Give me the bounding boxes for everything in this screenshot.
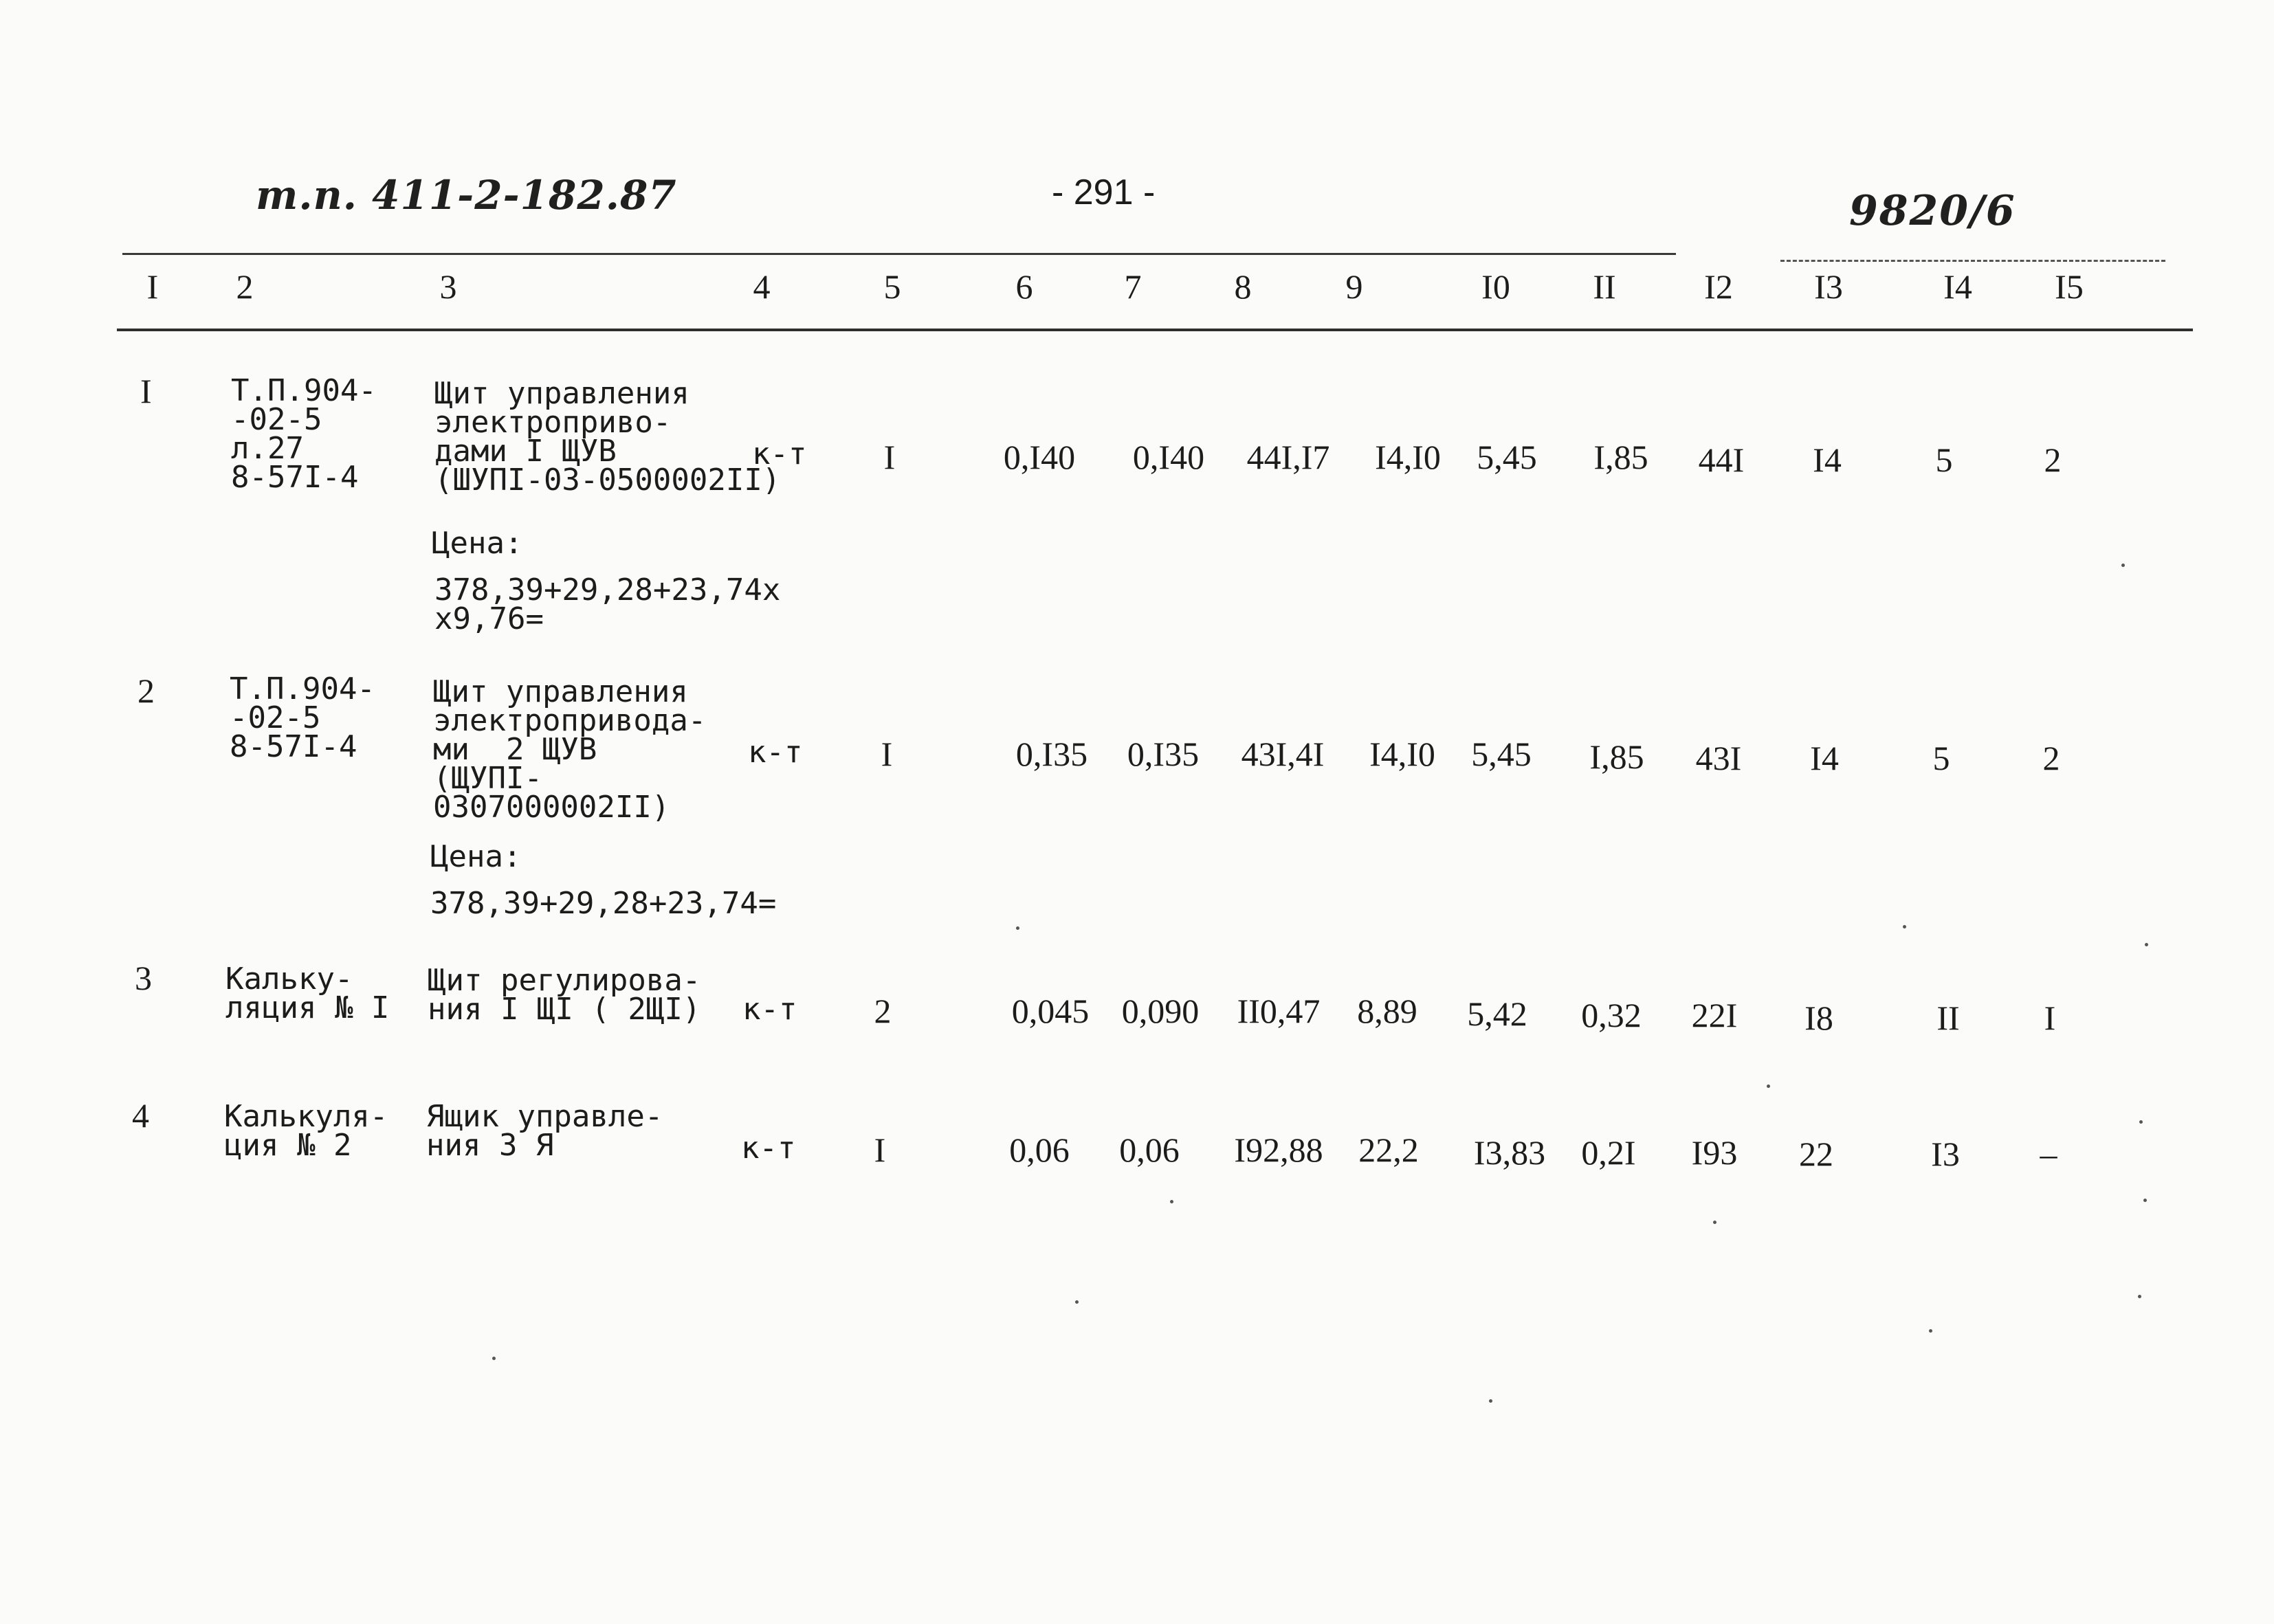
- row-item-name: Щит управления электроприво- дами I ЩУВ (ШУПI-03-0500002II): [434, 376, 781, 498]
- column-header-5: 5: [883, 267, 901, 306]
- scan-speck: [1170, 1200, 1173, 1203]
- row-item-name: Щит регулирова- ния I ЩI ( 2ЩI): [428, 963, 701, 1027]
- row-number: 3: [135, 959, 152, 997]
- row-quantity: I: [874, 1131, 886, 1169]
- row-col-14: 5: [1935, 441, 1953, 479]
- row-price-label: Цена:: [430, 839, 522, 874]
- archive-number: 9820/6: [1849, 187, 2016, 235]
- row-unit: к-т: [741, 1131, 796, 1166]
- column-header-10: I0: [1481, 267, 1510, 306]
- row-col-7: 0,090: [1121, 992, 1200, 1030]
- row-col-10: 5,45: [1471, 735, 1532, 773]
- header-rule-top-right: [1780, 260, 2165, 262]
- row-price-label: Цена:: [432, 526, 523, 561]
- column-header-7: 7: [1124, 267, 1142, 306]
- row-col-10: 5,45: [1477, 438, 1537, 476]
- row-col-6: 0,045: [1011, 992, 1090, 1030]
- scan-speck: [1016, 926, 1019, 930]
- scan-speck: [2145, 943, 2148, 946]
- row-number: 2: [137, 671, 155, 710]
- row-col-14: I3: [1931, 1135, 1960, 1173]
- row-col-14: II: [1936, 999, 1960, 1037]
- row-col-12: 22I: [1691, 996, 1738, 1034]
- row-col-11: I,85: [1593, 438, 1648, 476]
- row-col-13: I4: [1810, 739, 1839, 777]
- document-reference: т.п. 411-2-182.87: [256, 172, 677, 219]
- row-price-formula: 378,39+29,28+23,74=: [430, 886, 777, 921]
- row-col-15: 2: [2042, 739, 2060, 777]
- column-header-8: 8: [1234, 267, 1252, 306]
- row-col-8: 43I,4I: [1241, 735, 1325, 773]
- scan-speck: [1075, 1300, 1079, 1304]
- column-header-4: 4: [753, 267, 771, 306]
- row-unit: к-т: [752, 436, 807, 471]
- row-quantity: 2: [874, 992, 892, 1030]
- row-col-12: I93: [1691, 1133, 1738, 1172]
- scan-speck: [2121, 564, 2125, 567]
- scan-speck: [492, 1357, 496, 1360]
- row-col-11: 0,2I: [1581, 1133, 1636, 1172]
- row-col-13: 22: [1799, 1135, 1833, 1173]
- row-col-11: I,85: [1589, 737, 1644, 776]
- row-reference: Кальку- ляция № I: [225, 961, 390, 1025]
- row-col-12: 44I: [1698, 441, 1745, 479]
- row-col-8: 44I,I7: [1246, 438, 1330, 476]
- column-header-15: I5: [2055, 267, 2084, 306]
- scan-speck: [2138, 1295, 2141, 1298]
- column-header-2: 2: [236, 267, 254, 306]
- row-item-name: Ящик управле- ния 3 Я: [426, 1099, 663, 1163]
- scan-speck: [1929, 1329, 1932, 1333]
- row-col-9: 8,89: [1357, 992, 1417, 1030]
- scan-speck: [1489, 1399, 1492, 1403]
- row-col-15: 2: [2044, 441, 2062, 479]
- row-col-14: 5: [1932, 739, 1950, 777]
- row-unit: к-т: [742, 992, 797, 1027]
- page-number: - 291 -: [1052, 173, 1156, 212]
- column-header-12: I2: [1704, 267, 1733, 306]
- column-header-13: I3: [1814, 267, 1843, 306]
- header-rule-top: [122, 253, 1676, 255]
- row-col-6: 0,I40: [1003, 438, 1076, 476]
- column-header-11: II: [1593, 267, 1616, 306]
- row-col-9: 22,2: [1358, 1131, 1419, 1169]
- row-quantity: I: [883, 438, 896, 476]
- row-col-10: 5,42: [1467, 994, 1527, 1033]
- row-col-9: I4,I0: [1375, 438, 1441, 476]
- row-col-13: I8: [1804, 999, 1833, 1037]
- row-col-15: –: [2040, 1135, 2057, 1173]
- scan-speck: [2143, 1199, 2147, 1202]
- row-quantity: I: [881, 735, 893, 773]
- row-reference: Т.П.904- -02-5 л.27 8-57I-4: [231, 373, 377, 495]
- row-col-13: I4: [1813, 441, 1842, 479]
- row-col-15: I: [2044, 999, 2056, 1037]
- scan-speck: [2139, 1120, 2143, 1124]
- row-col-10: I3,83: [1473, 1133, 1546, 1172]
- row-col-8: II0,47: [1237, 992, 1321, 1030]
- column-header-6: 6: [1015, 267, 1033, 306]
- row-number: I: [140, 372, 152, 410]
- row-col-9: I4,I0: [1369, 735, 1435, 773]
- row-col-7: 0,I35: [1127, 735, 1200, 773]
- row-col-7: 0,I40: [1132, 438, 1205, 476]
- row-reference: Т.П.904- -02-5 8-57I-4: [230, 671, 375, 764]
- column-header-9: 9: [1345, 267, 1363, 306]
- row-unit: к-т: [748, 735, 803, 770]
- row-col-6: 0,I35: [1015, 735, 1088, 773]
- row-col-8: I92,88: [1234, 1131, 1323, 1169]
- row-item-name: Щит управления электропривода- ми 2 ЩУВ (ЩУПI- 0307000002II): [433, 674, 707, 825]
- row-col-7: 0,06: [1119, 1131, 1180, 1169]
- header-rule-bottom: [117, 329, 2193, 331]
- column-header-1: I: [146, 267, 159, 306]
- scan-speck: [1767, 1084, 1770, 1088]
- row-number: 4: [132, 1096, 149, 1135]
- row-price-formula: 378,39+29,28+23,74x x9,76=: [434, 572, 781, 636]
- row-col-11: 0,32: [1581, 996, 1642, 1034]
- column-header-3: 3: [439, 267, 457, 306]
- column-header-14: I4: [1943, 267, 1972, 306]
- row-col-12: 43I: [1695, 739, 1742, 777]
- row-reference: Калькуля- ция № 2: [224, 1099, 388, 1163]
- row-col-6: 0,06: [1009, 1131, 1070, 1169]
- scan-speck: [1713, 1221, 1716, 1224]
- scan-speck: [1903, 925, 1906, 928]
